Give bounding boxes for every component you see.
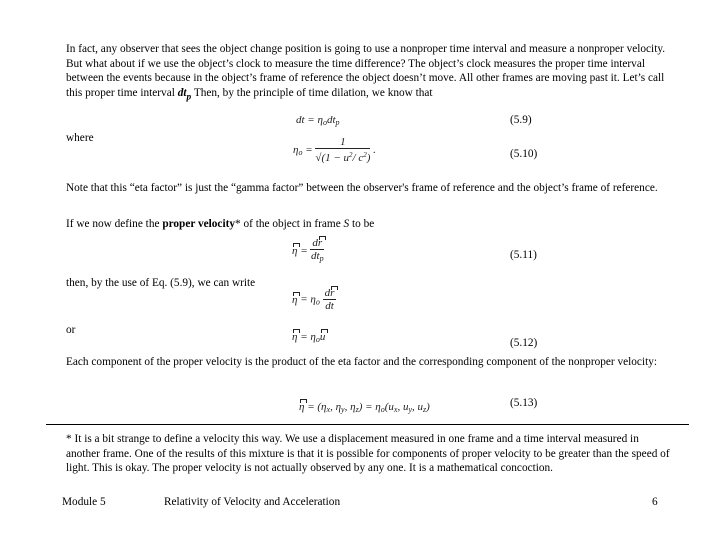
equation-label-5-13: (5.13) [510,397,538,409]
equation-label-5-12: (5.12) [510,337,538,349]
equation-5-13: $\eta = (\eta_x$, $\eta_y$, $\eta_z) = \eta_o(u_x$, $u_y$, $u_z$) [299,401,430,414]
intro-paragraph: In fact, any observer that sees the object change position is going to use a nonproper time interval and measure a nonproper velocity. But what about if we use the object’s clock to measure the time difference? The object’s clock measures the proper time interval between the events because in the object’s frame of reference the object doesn’t move. All other frames are moving past it. Let’s call this proper time interval $dt_p$ Then, by the principle of time dilation, we know that [66,43,666,103]
equation-5-12: $\eta = \eta_ou$ [292,331,326,344]
proper-time-symbol: dt [177,86,187,99]
equation-label-5-11: (5.11) [510,249,537,261]
where-text: where [66,132,94,144]
equation-5-10: $\eta_o$ = $\frac{1}{√(1 - u^2/ c^2)}$ . [293,136,376,164]
page-number: 6 [652,496,658,508]
or-text: or [66,324,76,336]
note-paragraph: Note that this “eta factor” is just the “gamma factor” between the observer's frame of reference and the object’s frame of reference. [66,182,658,194]
then-text: then, by the use of Eq. (5.9), we can write [66,277,256,289]
equation-label-5-9: (5.9) [510,114,532,126]
equation-intermediate: $\eta = \eta_o$ $\frac{dr}{dt}$ [292,287,335,312]
footer-title: Relativity of Velocity and Acceleration [164,496,341,508]
equation-label-5-10: (5.10) [510,148,538,160]
footnote-separator [46,424,689,425]
proper-velocity-term: proper velocity [162,218,235,230]
component-paragraph: Each component of the proper velocity is the product of the eta factor and the corresponding component of the nonproper velocity: [66,356,658,368]
define-paragraph: If we now define the proper velocity* of the object in frame S to be [66,218,375,230]
equation-5-11: η = $\frac{dr}{dt_p}$ [292,237,324,263]
footnote: * It is a bit strange to define a velocity this way. We use a displacement measured in one frame and a time interval measured in another frame. One of the results of this mixture is that it is possible for components of proper velocity to be greater than the speed of light. This is okay. The proper velocity is not actually observed by any one. It is a mathematical concoction. [66,433,670,475]
footer-module: Module 5 [62,496,106,508]
equation-5-9: dt = $\eta_odt_p$ [296,114,340,127]
